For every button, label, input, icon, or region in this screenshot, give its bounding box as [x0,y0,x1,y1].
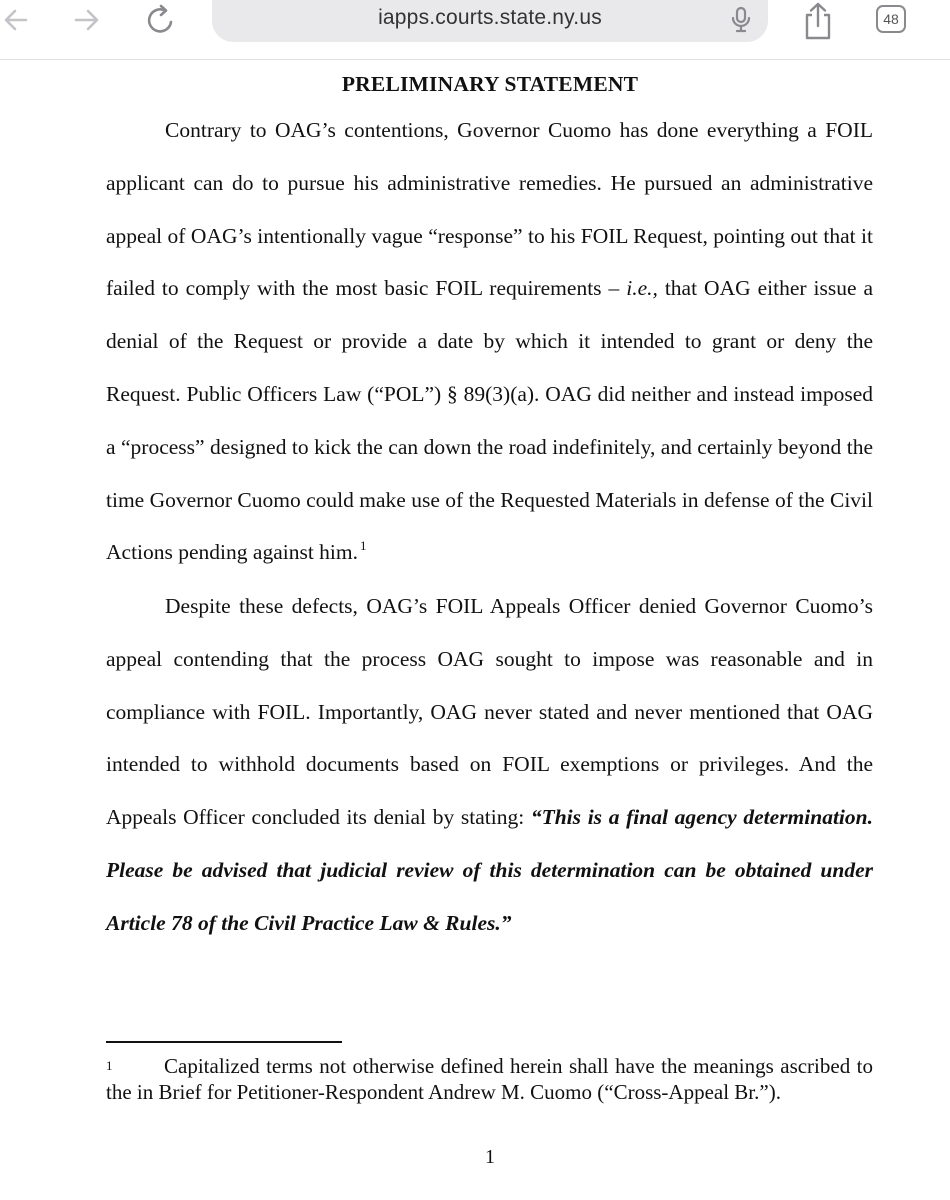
paragraph-1-italic: i.e., [626,276,658,301]
back-arrow-icon[interactable] [0,2,34,38]
browser-toolbar [0,0,950,44]
footnote-reference[interactable]: 1 [360,538,367,554]
url-text[interactable]: iapps.courts.state.ny.us [378,6,602,29]
footnote-divider [106,1041,342,1043]
address-bar[interactable] [212,0,768,42]
paragraph-2-quote: “This is a final agency determination. Please be advised that judicial review of this determination can be obtained under Article 78 of the Civil Practice Law & Rules.” [106,805,873,935]
microphone-icon[interactable] [728,4,754,36]
paragraph-1-text-2: that OAG either issue a denial of the Request or provide a date by which it intended to grant or deny the Request. Public Officers Law (“POL”) § 89(3)(a). OAG did neither and instead imposed a “process” designed to kick the can down the road indefinitely, and certainly beyond the time Governor Cuomo could make use of the Requested Materials in defense of the Civil Actions pending against him. [106,276,873,565]
tabs-icon[interactable] [874,4,908,34]
footnote-number: 1 [106,1058,113,1073]
footnote [106,1053,873,1105]
paragraph-1-text: Contrary to OAG’s contentions, Governor Cuomo has done everything a FOIL applicant can do to pursue his administrative remedies. He pursued an administrative appeal of OAG’s intentionally vague “response” to his FOIL Request, pointing out that it failed to comply with the most basic FOIL requirements – [106,118,873,301]
share-icon[interactable] [796,0,840,42]
tab-count[interactable]: 48 [876,5,906,33]
page-title: PRELIMINARY STATEMENT [341,72,639,96]
page-number: 1 [485,1146,495,1168]
reload-icon[interactable] [140,0,184,40]
paragraph-1 [106,104,873,579]
footnote-text: Capitalized terms not otherwise defined herein shall have the meanings ascribed to the in Brief for Petitioner-Respondent Andrew M. Cuomo (“Cross-Appeal Br.”). [106,1054,873,1104]
paragraph-2-text: Despite these defects, OAG’s FOIL Appeals Officer denied Governor Cuomo’s appeal contending that the process OAG sought to impose was reasonable and in compliance with FOIL. Importantly, OAG never stated and never mentioned that OAG intended to withhold documents based on FOIL exemptions or privileges. And the Appeals Officer concluded its denial by stating: [106,594,873,830]
forward-arrow-icon[interactable] [66,2,106,38]
paragraph-2 [106,580,873,950]
document-page [0,60,950,1200]
